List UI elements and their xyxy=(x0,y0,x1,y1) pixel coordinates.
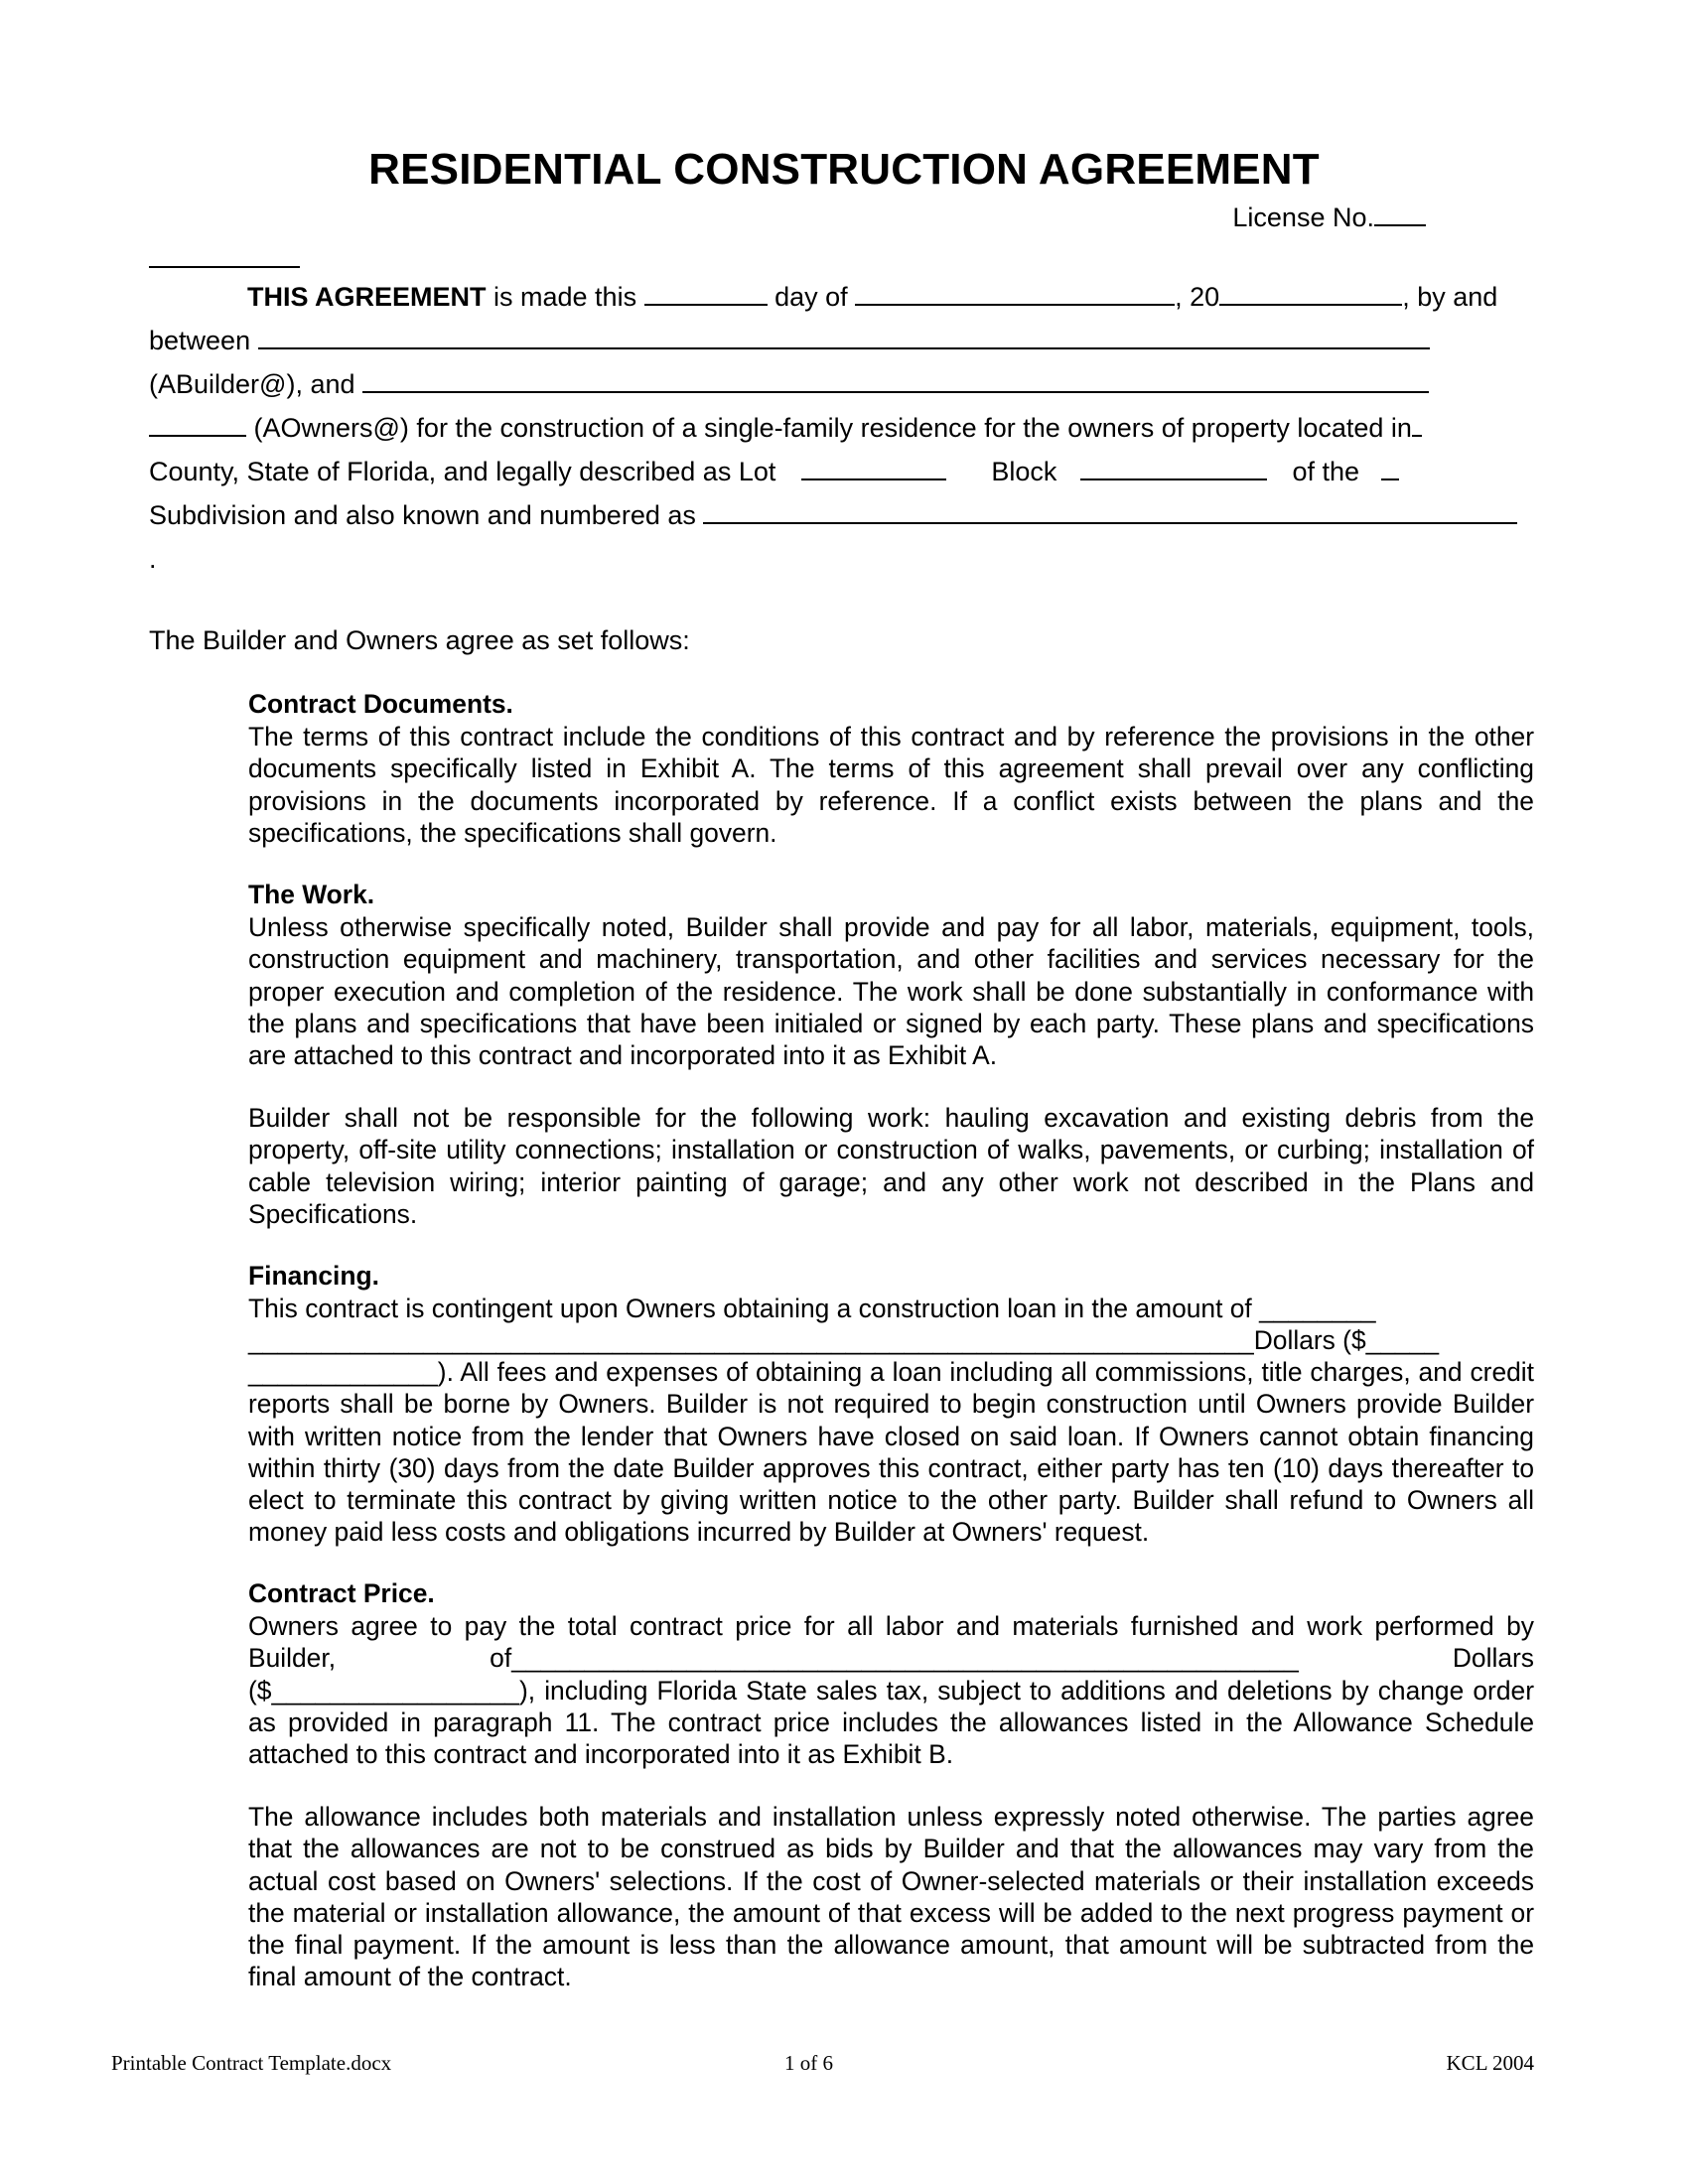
opening-period: . xyxy=(149,544,157,574)
builder-name-blank xyxy=(258,326,1430,349)
license-label: License No. xyxy=(1232,203,1374,232)
section-body-contract-price: Owners agree to pay the total contract price for all labor and materials furnished and work performed by Builder, of______________________________________________________ Dollars ($_________________), including Florida State sales tax, subject to additions and deletions by change order as provided in paragraph 11. The contract price includes the allowances listed in the Allowance Schedule attached to this contract and incorporated into it as Exhibit B. xyxy=(248,1611,1534,1770)
section-heading-financing: Financing. xyxy=(248,1261,379,1291)
footer-filename: Printable Contract Template.docx xyxy=(111,2051,392,2075)
section-heading-the-work: The Work. xyxy=(248,880,375,909)
license-number xyxy=(1232,199,1426,233)
section-body-allowance: The allowance includes both materials and installation unless expressly noted otherwise. The parties agree that the allowances are not to be construed as bids by Builder and that the allowances may vary from the actual cost based on Owners' selections. If the cost of Owner-selected materials or their installation exceeds the material or installation allowance, the amount of that excess will be added to the next progress payment or the final payment. If the amount is less than the allowance amount, that amount will be subtracted from the final amount of the contract. xyxy=(248,1802,1534,1992)
financing-line-1: This contract is contingent upon Owners obtaining a construction loan in the amount of ________ xyxy=(248,1294,1376,1323)
lot-blank xyxy=(801,457,946,480)
subdivision-blank xyxy=(1381,457,1399,480)
section-heading-contract-price: Contract Price. xyxy=(248,1578,435,1608)
footer-copyright: KCL 2004 xyxy=(1446,2051,1534,2075)
section-body-the-work-exclusions: Builder shall not be responsible for the following work: hauling excavation and existing debris from the property, off-site utility connections; installation or construction of walks, pavements, or curbing; installation of cable television wiring; interior painting of garage; and any other work not described in the Plans and Specifications. xyxy=(248,1103,1534,1229)
owner-name-blank xyxy=(362,369,1429,393)
opening-line-2: between xyxy=(149,326,1534,356)
address-blank xyxy=(703,500,1517,524)
county-blank xyxy=(1412,413,1422,437)
license-blank xyxy=(1374,199,1426,226)
intro-text: The Builder and Owners agree as set follows: xyxy=(149,625,690,655)
owner-name-blank-continued xyxy=(149,413,246,437)
section-body-financing: _____________). All fees and expenses of obtaining a loan including all commissions, title charges, and credit reports shall be borne by Owners. Builder is not required to begin construction until Owners provide Builder with written notice from the lender that Owners have closed on said loan. If Owners cannot obtain financing within thirty (30) days from the date Builder approves this contract, either party has ten (10) days thereafter to elect to terminate this contract by giving written notice to the other party. Builder shall refund to Owners all money paid less costs and obligations incurred by Builder at Owners' request. xyxy=(248,1357,1534,1548)
section-body-the-work: Unless otherwise specifically noted, Builder shall provide and pay for all labor, materials, equipment, tools, construction equipment and machinery, transportation, and other facilities and services necessary for the proper execution and completion of the residence. The work shall be done substantially in conformance with the plans and specifications that have been initialed or signed by each party. These plans and specifications are attached to this contract and incorporated into it as Exhibit A. xyxy=(248,912,1534,1071)
year-blank xyxy=(1219,282,1402,306)
opening-line-1: THIS AGREEMENT is made this day of , 20 , by and xyxy=(247,282,1498,312)
section-body-contract-documents: The terms of this contract include the conditions of this contract and by reference the provisions in the other documents specifically listed in Exhibit A. The terms of this agreement shall prevail over any conflicting provisions in the documents incorporated by reference. If a conflict exists between the plans and the specifications, the specifications shall govern. xyxy=(248,722,1534,848)
section-heading-contract-documents: Contract Documents. xyxy=(248,689,513,719)
document-title: RESIDENTIAL CONSTRUCTION AGREEMENT xyxy=(368,145,1320,194)
opening-line-6: Subdivision and also known and numbered as xyxy=(149,500,1534,531)
license-blank-continued xyxy=(149,266,300,268)
opening-line-3: (ABuilder@), and xyxy=(149,369,1534,400)
month-blank xyxy=(855,282,1175,306)
footer-page-number: 1 of 6 xyxy=(784,2051,833,2075)
block-blank xyxy=(1080,457,1267,480)
financing-line-2: _____________________________________________________________________Dollars ($_____ xyxy=(248,1325,1440,1355)
opening-line-4: (AOwners@) for the construction of a single-family residence for the owners of property located in xyxy=(149,413,1534,444)
opening-line-5: County, State of Florida, and legally described as Lot Block of the xyxy=(149,457,1534,487)
agreement-lead: THIS AGREEMENT xyxy=(247,282,487,312)
day-blank xyxy=(644,282,768,306)
